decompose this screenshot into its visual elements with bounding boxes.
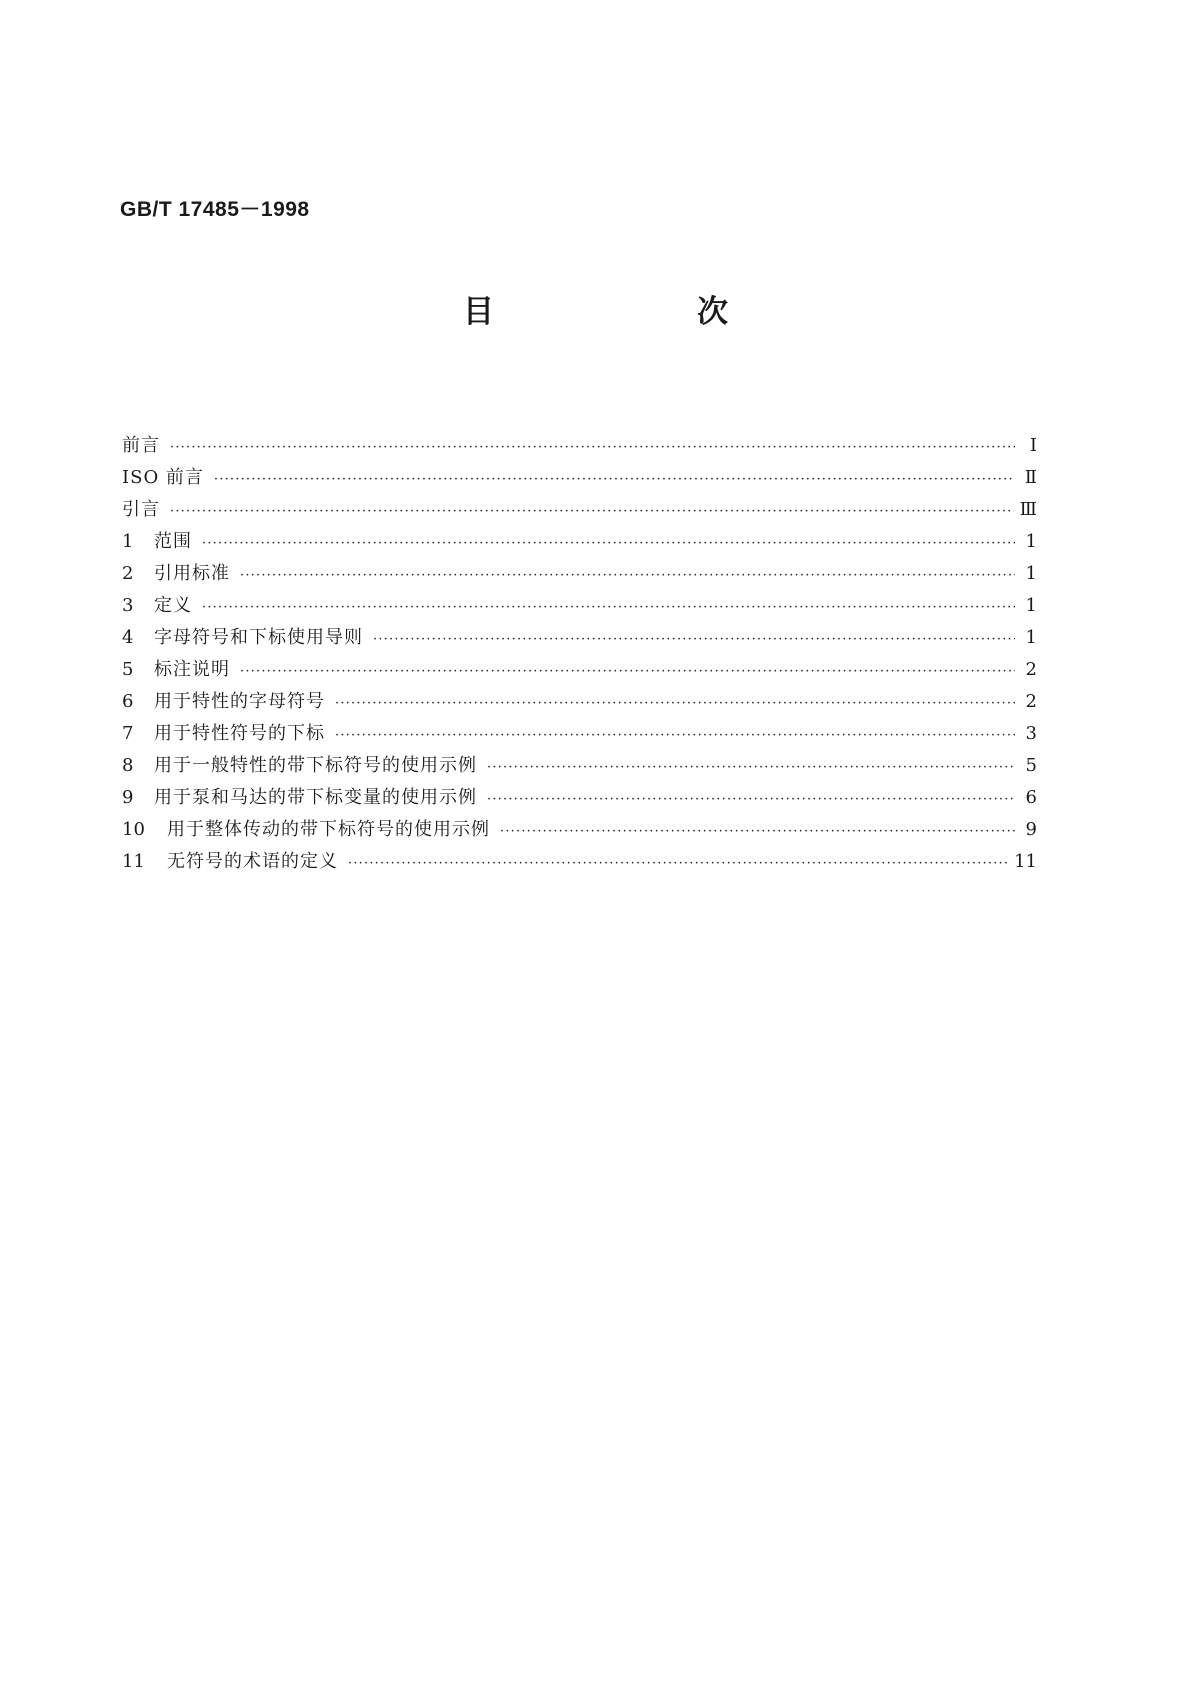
toc-entry-label: 引言 bbox=[122, 499, 160, 520]
toc-entry-page: Ⅰ bbox=[1029, 435, 1037, 456]
toc-entry-label: ISO 前言 bbox=[122, 467, 204, 488]
toc-entry-number: 3 bbox=[122, 595, 134, 616]
toc-entry-1[interactable] bbox=[122, 527, 1037, 559]
toc-leader-dots bbox=[202, 600, 1015, 615]
toc-leader-dots bbox=[170, 504, 1014, 519]
toc-entry-number: 1 bbox=[122, 531, 134, 552]
toc-entry-5[interactable] bbox=[122, 655, 1037, 687]
toc-entry-page: 3 bbox=[1025, 723, 1037, 744]
toc-entry-page: 5 bbox=[1025, 755, 1037, 776]
toc-entry-label: 定义 bbox=[154, 595, 192, 616]
toc-entry-7[interactable] bbox=[122, 719, 1037, 751]
toc-entry-number: 9 bbox=[122, 787, 134, 808]
toc-entry-label: 无符号的术语的定义 bbox=[167, 851, 338, 872]
toc-entry-9[interactable] bbox=[122, 783, 1037, 815]
toc-leader-dots bbox=[240, 568, 1015, 583]
toc-entry-4[interactable] bbox=[122, 623, 1037, 655]
toc-title: 目 次 bbox=[463, 294, 814, 330]
toc-entry-page: 9 bbox=[1025, 819, 1037, 840]
toc-entry-label: 前言 bbox=[122, 435, 160, 456]
toc-leader-dots bbox=[487, 760, 1015, 775]
toc-entry-6[interactable] bbox=[122, 687, 1037, 719]
toc-entry-label: 标注说明 bbox=[154, 659, 230, 680]
document-code: GB/T 17485－1998 bbox=[120, 198, 310, 221]
toc-entry-label: 字母符号和下标使用导则 bbox=[154, 627, 363, 648]
toc-entry-label: 用于特性符号的下标 bbox=[154, 723, 325, 744]
toc-entry-foreword[interactable] bbox=[122, 431, 1037, 463]
toc-entry-3[interactable] bbox=[122, 591, 1037, 623]
toc-entry-page: 2 bbox=[1025, 659, 1037, 680]
toc-entry-label: 用于特性的字母符号 bbox=[154, 691, 325, 712]
toc-leader-dots bbox=[335, 728, 1015, 743]
toc-leader-dots bbox=[170, 440, 1015, 455]
toc-entry-11[interactable] bbox=[122, 847, 1037, 879]
toc-entry-label: 用于一般特性的带下标符号的使用示例 bbox=[154, 755, 477, 776]
toc-leader-dots bbox=[214, 472, 1015, 487]
toc-entry-number: 7 bbox=[122, 723, 134, 744]
toc-leader-dots bbox=[335, 696, 1015, 711]
toc-entry-number: 5 bbox=[122, 659, 134, 680]
toc-entry-label: 范围 bbox=[154, 531, 192, 552]
toc-entry-number: 6 bbox=[122, 691, 134, 712]
toc-leader-dots bbox=[500, 824, 1015, 839]
toc-entry-page: Ⅱ bbox=[1024, 467, 1037, 488]
toc-entry-2[interactable] bbox=[122, 559, 1037, 591]
toc-entry-page: 1 bbox=[1025, 627, 1037, 648]
toc-entry-8[interactable] bbox=[122, 751, 1037, 783]
toc-entry-page: 2 bbox=[1025, 691, 1037, 712]
toc-leader-dots bbox=[348, 856, 1008, 871]
toc-entry-page: 11 bbox=[1014, 851, 1037, 872]
toc-entry-page: 1 bbox=[1025, 563, 1037, 584]
toc-leader-dots bbox=[240, 664, 1015, 679]
toc-leader-dots bbox=[202, 536, 1015, 551]
toc-entry-page: 1 bbox=[1025, 595, 1037, 616]
toc-entry-label: 引用标准 bbox=[154, 563, 230, 584]
table-of-contents bbox=[122, 431, 1037, 879]
toc-entry-number: 10 bbox=[122, 819, 145, 840]
toc-entry-page: 1 bbox=[1025, 531, 1037, 552]
toc-entry-number: 11 bbox=[122, 851, 145, 872]
toc-entry-iso-foreword[interactable] bbox=[122, 463, 1037, 495]
toc-entry-page: Ⅲ bbox=[1019, 499, 1037, 520]
toc-entry-10[interactable] bbox=[122, 815, 1037, 847]
toc-entry-number: 8 bbox=[122, 755, 134, 776]
toc-leader-dots bbox=[373, 632, 1015, 647]
toc-entry-label: 用于泵和马达的带下标变量的使用示例 bbox=[154, 787, 477, 808]
toc-entry-introduction[interactable] bbox=[122, 495, 1037, 527]
toc-entry-label: 用于整体传动的带下标符号的使用示例 bbox=[167, 819, 490, 840]
toc-entry-page: 6 bbox=[1025, 787, 1037, 808]
toc-entry-number: 4 bbox=[122, 627, 134, 648]
toc-entry-number: 2 bbox=[122, 563, 134, 584]
toc-leader-dots bbox=[487, 792, 1015, 807]
